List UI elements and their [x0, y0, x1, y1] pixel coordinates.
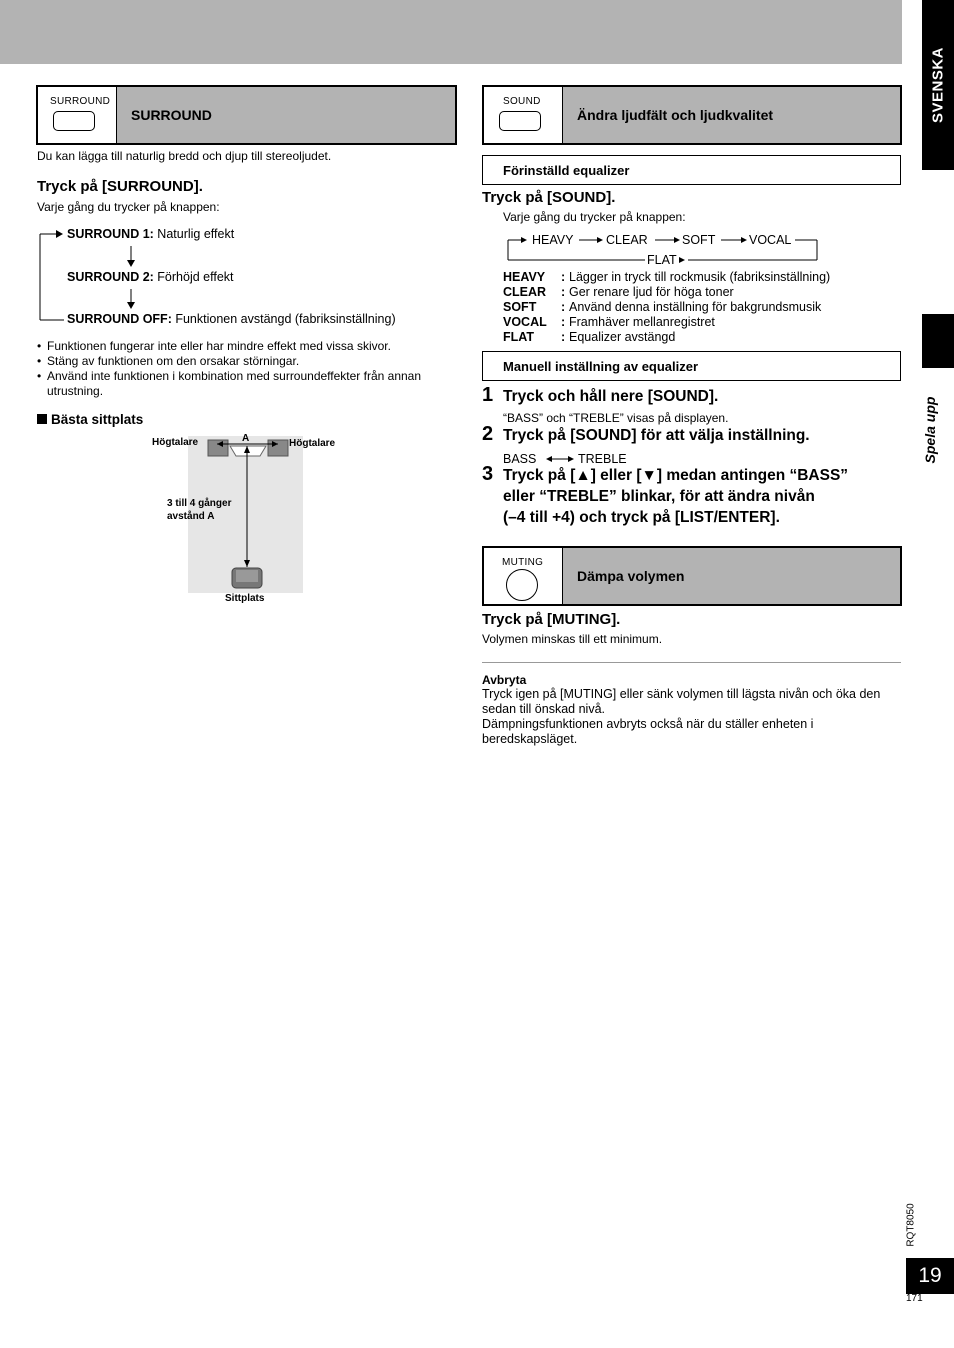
muting-desc: Volymen minskas till ett minimum.	[482, 632, 663, 646]
section-tab	[912, 380, 948, 480]
sound-each-time: Varje gång du trycker på knappen:	[503, 210, 686, 224]
speaker-left-label: Högtalare	[152, 437, 199, 448]
cycle-heavy: HEAVY	[532, 233, 574, 247]
surround-title: SURROUND	[117, 87, 455, 143]
muting-title: Dämpa volymen	[563, 548, 900, 604]
note-item: • Funktionen fungerar inte eller har mindre effekt med vissa skivor.	[37, 339, 391, 353]
step-number: 3	[482, 463, 494, 485]
cycle-clear: CLEAR	[606, 233, 648, 247]
mode-desc: Funktionen avstängd (fabriksinställning)	[175, 312, 396, 326]
muting-header	[482, 546, 902, 606]
button-shape	[506, 569, 538, 601]
button-shape	[499, 111, 541, 131]
step-number: 1	[482, 384, 494, 406]
button-shape	[53, 111, 95, 131]
mode-desc: Naturlig effekt	[157, 227, 235, 241]
mode-row: SOFT : Använd denna inställning för bakgrundsmusik	[503, 300, 822, 314]
divider	[482, 662, 901, 663]
distance-text: 3 till 4 gånger avstånd A	[167, 498, 232, 522]
mode-row: VOCAL : Framhäver mellanregistret	[503, 315, 715, 329]
note-item: • Stäng av funktionen om den orsakar störningar.	[37, 354, 300, 368]
doc-code: RQT8050	[905, 1203, 917, 1247]
mode-name: SURROUND OFF:	[67, 312, 172, 326]
sound-press: Tryck på [SOUND].	[482, 189, 616, 206]
cycle-flat: FLAT	[647, 253, 677, 267]
surround-each-time: Varje gång du trycker på knappen:	[37, 200, 220, 214]
sub-page-number: 171	[906, 1293, 923, 1304]
sound-header	[482, 85, 902, 145]
muting-press: Tryck på [MUTING].	[482, 611, 621, 628]
best-seat-heading: Bästa sittplats	[37, 412, 143, 427]
mode-row: HEAVY : Lägger in tryck till rockmusik (fabriksinställning)	[503, 270, 831, 284]
surround-header	[36, 85, 457, 145]
step-number: 2	[482, 423, 494, 445]
cycle-soft: SOFT	[682, 233, 716, 247]
mode-name: SURROUND 2:	[67, 270, 154, 284]
muting-button-label: MUTING	[502, 557, 544, 568]
preset-eq-heading: Förinställd equalizer	[482, 155, 901, 185]
step-3-text: Tryck på [▲] eller [▼] medan antingen “BASS” eller “TREBLE” blinkar, för att ändra nivån (–4 till +4) och tryck på [LIST/ENTER].	[503, 467, 849, 526]
header-band	[0, 0, 902, 64]
step-2-text: Tryck på [SOUND] för att välja inställning.	[503, 427, 810, 444]
sound-button-label: SOUND	[503, 96, 541, 107]
language-label: SVENSKA	[929, 46, 947, 124]
square-bullet-icon	[37, 414, 47, 424]
bass-label: BASS	[503, 452, 537, 466]
surround-mode-off	[67, 312, 396, 326]
section-marker	[922, 314, 954, 368]
surround-button-icon	[38, 87, 117, 143]
note-item: • Använd inte funktionen i kombination med surroundeffekter från annan utrustning.	[37, 369, 422, 398]
mode-name: SURROUND 1:	[67, 227, 154, 241]
sound-modes-list	[503, 270, 893, 345]
surround-press: Tryck på [SURROUND].	[37, 178, 203, 195]
seat-label: Sittplats	[225, 593, 265, 604]
sound-title: Ändra ljudfält och ljudkvalitet	[563, 87, 900, 143]
mode-row: FLAT : Equalizer avstängd	[503, 330, 676, 344]
manual-eq-heading: Manuell inställning av equalizer	[482, 351, 901, 381]
mode-desc: Förhöjd effekt	[157, 270, 234, 284]
surround-mode-1	[67, 227, 234, 241]
bidirectional-arrow-icon	[545, 453, 575, 465]
surround-notes	[37, 339, 457, 399]
surround-intro: Du kan lägga till naturlig bredd och djup till stereoljudet.	[37, 149, 332, 163]
step-1-note: “BASS” och “TREBLE” visas på displayen.	[503, 411, 729, 425]
speaker-right-label: Högtalare	[289, 438, 336, 449]
cancel-text: Tryck igen på [MUTING] eller sänk volymen till lägsta nivån och öka den sedan till önskad nivå. Dämpningsfunktionen avbryts också när du ställer enheten i beredskapsläget.	[482, 687, 881, 746]
mode-row: CLEAR : Ger renare ljud för höga toner	[503, 285, 734, 299]
muting-button-icon	[484, 548, 563, 604]
language-tab	[922, 0, 954, 170]
cancel-heading: Avbryta	[482, 673, 527, 687]
sound-button-icon	[484, 87, 563, 143]
page-number: 19	[906, 1258, 954, 1294]
surround-button-label: SURROUND	[50, 96, 111, 107]
section-label: Spela upp	[922, 396, 938, 464]
distance-a-label: A	[242, 433, 250, 444]
treble-label: TREBLE	[578, 452, 627, 466]
step-1-text: Tryck och håll nere [SOUND].	[503, 388, 719, 405]
cycle-vocal: VOCAL	[749, 233, 792, 247]
surround-mode-2	[67, 270, 234, 284]
